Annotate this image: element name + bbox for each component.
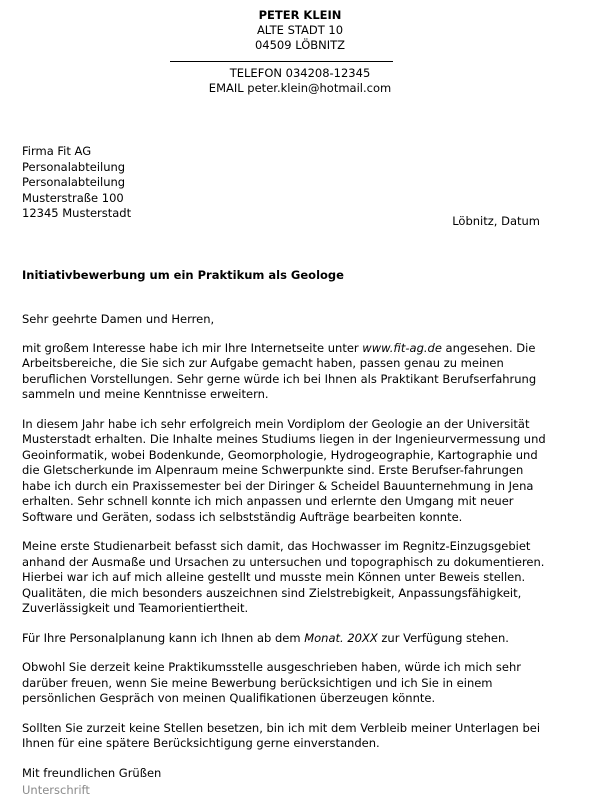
sender-street: ALTE STADT 10 — [256, 23, 344, 37]
signature-placeholder: Unterschrift — [22, 783, 90, 797]
paragraph-availability-end: zur Verfügung stehen. — [377, 630, 509, 645]
sender-name: PETER KLEIN — [258, 8, 342, 22]
recipient-department-repeat: Personalabteilung — [22, 175, 126, 189]
paragraph-documents: Sollten Sie zurzeit keine Stellen besetzen, bin ich mit dem Verbleib meiner Unterlagen bei Ihnen für eine spätere Berücksichtigung gerne einverstanden. — [22, 720, 541, 750]
paragraph-request: Obwohl Sie derzeit keine Praktikumsstelle ausgeschrieben haben, würde ich mich sehr darüber freuen, wenn Sie meine Bewerbung berücksichtigen und ich Sie in einem persönlichen Gespräch von meinen Qualifikationen überzeugen könnte. — [22, 660, 522, 705]
subject-line: Initiativbewerbung um ein Praktikum als Geologe — [22, 268, 344, 282]
paragraph-education: In diesem Jahr habe ich sehr erfolgreich mein Vordiplom der Geologie an der Universität Musterstadt erhalten. Die Inhalte meines Studiums liegen in der Ingenieurvermessung und Geoinformatik, wobei Bodenkunde, Geomorphologie, Hydrogeographie, Kartographie und die Gletscherkunde im Alpenraum meine Schwerpunkte sind. Erste Berufser-fahrungen habe ich durch ein Praxissemester bei der Diringer & Scheidel Bauunternehmung in Jena erhalten. Sehr schnell konnte ich mich anpassen und erlernte den Umgang mit neuer Software und Geräten, sodass ich selbstständig Aufträge bearbeiten konnte. — [22, 416, 546, 524]
place-date: Löbnitz, Datum — [452, 214, 540, 228]
letterhead-divider — [170, 61, 393, 62]
recipient-street: Musterstraße 100 — [22, 190, 124, 205]
closing: Mit freundlichen Grüßen — [22, 765, 162, 780]
sender-phone: TELEFON 034208-12345 — [229, 66, 371, 80]
paragraph-interest — [22, 341, 552, 403]
sender-city: 04509 LÖBNITZ — [254, 38, 346, 52]
availability-date: Monat. 20XX — [304, 630, 378, 645]
sender-email: EMAIL peter.klein@hotmail.com — [208, 81, 392, 95]
recipient-company: Firma Fit AG — [22, 144, 92, 158]
paragraph-availability-start: Für Ihre Personalplanung kann ich Ihnen ab dem — [22, 630, 305, 645]
salutation: Sehr geehrte Damen und Herren, — [22, 312, 215, 326]
recipient-address — [22, 144, 131, 222]
paragraph-interest-start: mit großem Interesse habe ich mir Ihre Internetseite unter — [22, 340, 363, 355]
paragraph-study-work: Meine erste Studienarbeit befasst sich damit, das Hochwasser im Regnitz-Einzugsgebiet anhand der Ausmaße und Ursachen zu untersuchen und topographisch zu dokumentieren. Hierbei war ich auf mich alleine gestellt und musste mein Können unter Beweis stellen. Qualitäten, die mich besonders auszeichnen sind Zielstrebigkeit, Anpassungsfähigkeit, Zuverlässigkeit und Teamorientiertheit. — [22, 539, 545, 615]
sender-contact — [0, 66, 600, 96]
letterhead — [0, 8, 600, 53]
recipient-department: Personalabteilung — [22, 159, 126, 174]
paragraph-availability — [22, 631, 552, 647]
company-website: www.fit-ag.de — [362, 340, 442, 355]
recipient-city: 12345 Musterstadt — [22, 206, 132, 220]
letter-body — [22, 312, 552, 795]
paragraph-interest-end: angesehen. Die Arbeitsbereiche, die Sie sich zur Aufgabe gemacht haben, passen genau zu meinen beruflichen Vorstellungen. Sehr gerne würde ich bei Ihnen als Praktikant Berufserfahrung sammeln und meine Kenntnisse erweitern. — [22, 340, 537, 401]
